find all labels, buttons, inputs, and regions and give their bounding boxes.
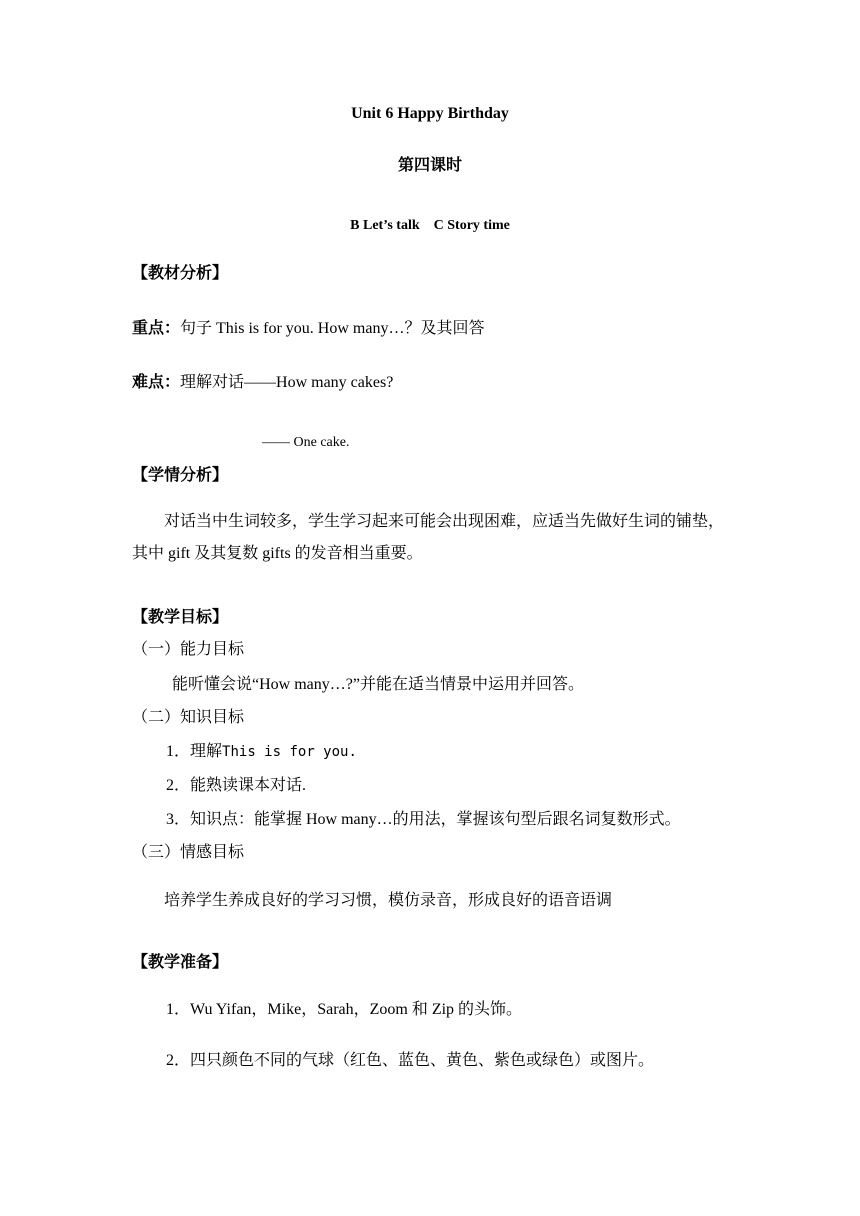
ability-goal-heading: （一）能力目标 xyxy=(132,641,245,658)
heading-teaching-goals: 【教学目标】 xyxy=(132,607,229,626)
prep-item-2: 2．四只颜色不同的气球（红色、蓝色、黄色、紫色或绿色）或图片。 xyxy=(166,1052,655,1069)
document-title: Unit 6 Happy Birthday xyxy=(351,105,509,122)
heading-teaching-prep: 【教学准备】 xyxy=(132,952,229,971)
emotion-goal-heading: （三）情感目标 xyxy=(132,844,245,861)
knowledge-item-1-number: 1． xyxy=(166,743,191,760)
difficult-point-label: 难点： xyxy=(132,372,181,391)
difficult-point-line xyxy=(132,372,393,393)
sections-line: B Let’s talk C Story time xyxy=(350,218,510,233)
knowledge-item-2: 2．能熟读课本对话. xyxy=(166,777,307,794)
key-point-text: 句子 This is for you. How many…？及其回答 xyxy=(180,320,485,337)
knowledge-goal-heading: （二）知识目标 xyxy=(132,709,245,726)
prep-item-1: 1．Wu Yifan，Mike，Sarah，Zoom 和 Zip 的头饰。 xyxy=(166,1001,523,1018)
knowledge-item-1 xyxy=(166,742,357,762)
difficult-point-text: 理解对话——How many cakes? xyxy=(180,374,394,391)
knowledge-item-3: 3．知识点：能掌握 How many…的用法，掌握该句型后跟名词复数形式。 xyxy=(166,811,681,828)
dialogue-answer: —— One cake. xyxy=(262,435,350,450)
ability-goal-text: 能听懂会说“How many…?”并能在适当情景中运用并回答。 xyxy=(172,676,584,693)
lesson-label: 第四课时 xyxy=(397,157,462,174)
key-point-line xyxy=(132,318,484,339)
student-analysis-paragraph: 对话当中生词较多，学生学习起来可能会出现困难，应适当先做好生词的铺垫，其中 gift 及其复数 gifts 的发音相当重要。 xyxy=(132,513,725,562)
knowledge-item-1-sentence: This is for you. xyxy=(222,744,357,760)
knowledge-item-1-prefix: 理解 xyxy=(190,743,223,760)
key-point-label: 重点： xyxy=(132,318,181,337)
emotion-goal-text: 培养学生养成良好的学习习惯，模仿录音，形成良好的语音语调 xyxy=(164,892,613,909)
heading-textbook-analysis: 【教材分析】 xyxy=(132,263,229,282)
heading-student-analysis: 【学情分析】 xyxy=(132,465,229,484)
